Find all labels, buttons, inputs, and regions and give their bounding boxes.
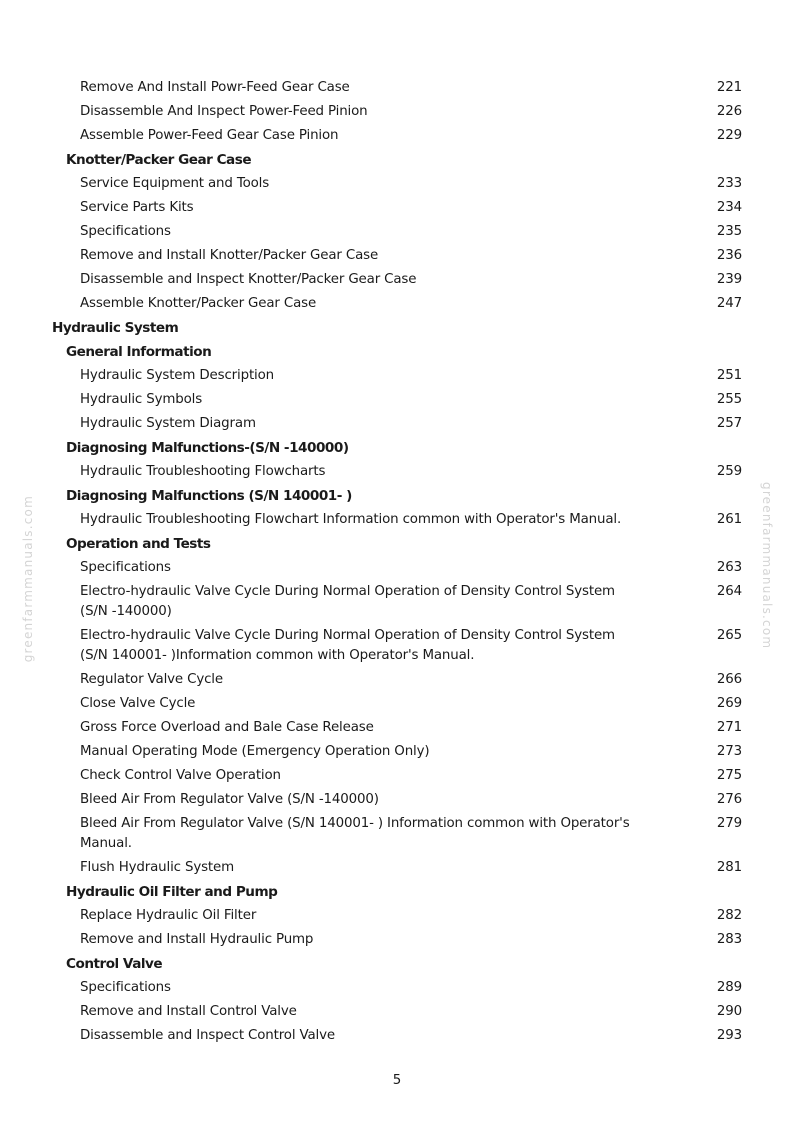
toc-entry[interactable] — [0, 928, 794, 952]
toc-entry[interactable] — [0, 1000, 794, 1024]
toc-entry-page: 247 — [716, 296, 742, 311]
toc-entry-page: 257 — [716, 416, 742, 431]
toc-entry-title: Bleed Air From Regulator Valve (S/N -140000) — [80, 792, 379, 807]
watermark-left: greenfarmmanuals.com — [21, 495, 35, 663]
toc-entry-title: Specifications — [80, 224, 171, 239]
toc-entry[interactable] — [0, 76, 794, 100]
toc-subsection-heading[interactable] — [0, 148, 794, 172]
toc-entry[interactable] — [0, 812, 794, 856]
toc-subsection-heading[interactable] — [0, 340, 794, 364]
toc-entry[interactable] — [0, 196, 794, 220]
toc-entry-title: Flush Hydraulic System — [80, 860, 235, 875]
toc-entry[interactable] — [0, 292, 794, 316]
toc-entry-page: 281 — [716, 860, 742, 875]
toc-entry-title: Diagnosing Malfunctions (S/N 140001- ) — [66, 488, 352, 504]
toc-entry-title: Service Equipment and Tools — [80, 176, 270, 191]
toc-entry[interactable] — [0, 904, 794, 928]
toc-entry-page: 273 — [716, 744, 742, 759]
toc-entry[interactable] — [0, 856, 794, 880]
toc-entry-title: Remove and Install Control Valve — [80, 1004, 297, 1019]
toc-entry-page: 266 — [716, 672, 742, 687]
toc-entry-title: Check Control Valve Operation — [80, 768, 281, 783]
toc-entry-page: 264 — [716, 584, 742, 599]
toc-subsection-heading[interactable] — [0, 880, 794, 904]
toc-entry-page: 275 — [716, 768, 742, 783]
toc-entry-page: 271 — [716, 720, 742, 735]
toc-entry-page: 265 — [716, 628, 742, 643]
toc-entry[interactable] — [0, 716, 794, 740]
toc-entry-page: 234 — [716, 200, 742, 215]
toc-entry-title: Specifications — [80, 560, 171, 575]
toc-entry[interactable] — [0, 220, 794, 244]
toc-entry[interactable] — [0, 364, 794, 388]
toc-entry-page: 235 — [716, 224, 742, 239]
toc-entry-title: Gross Force Overload and Bale Case Release — [80, 720, 374, 735]
toc-entry[interactable] — [0, 556, 794, 580]
toc-entry-title: Bleed Air From Regulator Valve (S/N 140001- ) Information common with Operator's Manual. — [80, 816, 630, 851]
toc-entry-title: Hydraulic Troubleshooting Flowcharts — [80, 464, 326, 479]
toc-section-heading[interactable] — [0, 316, 794, 340]
toc-entry-page: 236 — [716, 248, 742, 263]
toc-entry-page: 226 — [716, 104, 742, 119]
toc-entry-title: Assemble Knotter/Packer Gear Case — [80, 296, 317, 311]
page-number: 5 — [392, 1073, 402, 1088]
toc-entry-page: 276 — [716, 792, 742, 807]
toc-entry[interactable] — [0, 100, 794, 124]
toc-entry-page: 263 — [716, 560, 742, 575]
toc-entry-title: Specifications — [80, 980, 171, 995]
toc-entry-title: Remove and Install Knotter/Packer Gear Case — [80, 248, 379, 263]
table-of-contents — [0, 76, 794, 1048]
toc-entry[interactable] — [0, 764, 794, 788]
toc-entry-page: 229 — [716, 128, 742, 143]
toc-subsection-heading[interactable] — [0, 484, 794, 508]
toc-entry-page: 221 — [716, 80, 742, 95]
toc-entry-title: Assemble Power-Feed Gear Case Pinion — [80, 128, 339, 143]
toc-entry-page: 259 — [716, 464, 742, 479]
toc-entry-page: 289 — [716, 980, 742, 995]
toc-entry[interactable] — [0, 388, 794, 412]
toc-entry-title: Manual Operating Mode (Emergency Operation Only) — [80, 744, 430, 759]
toc-entry-page: 261 — [716, 512, 742, 527]
toc-entry[interactable] — [0, 740, 794, 764]
toc-entry-title: Replace Hydraulic Oil Filter — [80, 908, 257, 923]
toc-entry-title: General Information — [66, 344, 212, 360]
toc-entry-title: Knotter/Packer Gear Case — [66, 152, 252, 168]
toc-entry-title: Electro-hydraulic Valve Cycle During Normal Operation of Density Control System (S/N 140001- )Information common with Operator's Manual. — [80, 628, 615, 663]
toc-entry[interactable] — [0, 124, 794, 148]
toc-entry-page: 282 — [716, 908, 742, 923]
toc-entry-title: Hydraulic System Description — [80, 368, 275, 383]
toc-entry[interactable] — [0, 508, 794, 532]
toc-entry-title: Operation and Tests — [66, 536, 211, 552]
toc-entry-title: Service Parts Kits — [80, 200, 194, 215]
toc-entry[interactable] — [0, 976, 794, 1000]
toc-entry-page: 233 — [716, 176, 742, 191]
toc-entry-page: 279 — [716, 816, 742, 831]
toc-entry-title: Remove And Install Powr-Feed Gear Case — [80, 80, 350, 95]
toc-entry-title: Regulator Valve Cycle — [80, 672, 223, 687]
toc-subsection-heading[interactable] — [0, 436, 794, 460]
toc-entry-title: Disassemble and Inspect Control Valve — [80, 1028, 335, 1043]
toc-entry[interactable] — [0, 172, 794, 196]
toc-entry[interactable] — [0, 460, 794, 484]
toc-entry-title: Diagnosing Malfunctions-(S/N -140000) — [66, 440, 349, 456]
toc-entry-page: 269 — [716, 696, 742, 711]
toc-entry-title: Control Valve — [66, 956, 163, 972]
toc-entry-page: 283 — [716, 932, 742, 947]
toc-entry-title: Remove and Install Hydraulic Pump — [80, 932, 314, 947]
toc-subsection-heading[interactable] — [0, 532, 794, 556]
toc-entry-title: Hydraulic Troubleshooting Flowchart Information common with Operator's Manual. — [80, 512, 622, 527]
toc-entry-page: 251 — [716, 368, 742, 383]
toc-entry[interactable] — [0, 268, 794, 292]
toc-entry-title: Close Valve Cycle — [80, 696, 196, 711]
toc-entry-page: 290 — [716, 1004, 742, 1019]
toc-entry[interactable] — [0, 692, 794, 716]
toc-entry-title: Hydraulic System — [52, 320, 179, 336]
toc-entry[interactable] — [0, 668, 794, 692]
toc-subsection-heading[interactable] — [0, 952, 794, 976]
watermark-right: greenfarmmanuals.com — [760, 482, 774, 650]
toc-entry-page: 293 — [716, 1028, 742, 1043]
toc-entry[interactable] — [0, 412, 794, 436]
toc-entry-title: Hydraulic Symbols — [80, 392, 203, 407]
toc-entry[interactable] — [0, 580, 794, 624]
toc-entry-title: Electro-hydraulic Valve Cycle During Normal Operation of Density Control System (S/N -140000) — [80, 584, 615, 619]
toc-entry[interactable] — [0, 244, 794, 268]
toc-entry[interactable] — [0, 624, 794, 668]
toc-entry-title: Disassemble and Inspect Knotter/Packer Gear Case — [80, 272, 417, 287]
toc-entry[interactable] — [0, 788, 794, 812]
toc-entry-page: 255 — [716, 392, 742, 407]
toc-entry-page: 239 — [716, 272, 742, 287]
toc-entry-title: Hydraulic System Diagram — [80, 416, 256, 431]
toc-entry-title: Hydraulic Oil Filter and Pump — [66, 884, 278, 900]
toc-entry-title: Disassemble And Inspect Power-Feed Pinion — [80, 104, 368, 119]
toc-entry[interactable] — [0, 1024, 794, 1048]
